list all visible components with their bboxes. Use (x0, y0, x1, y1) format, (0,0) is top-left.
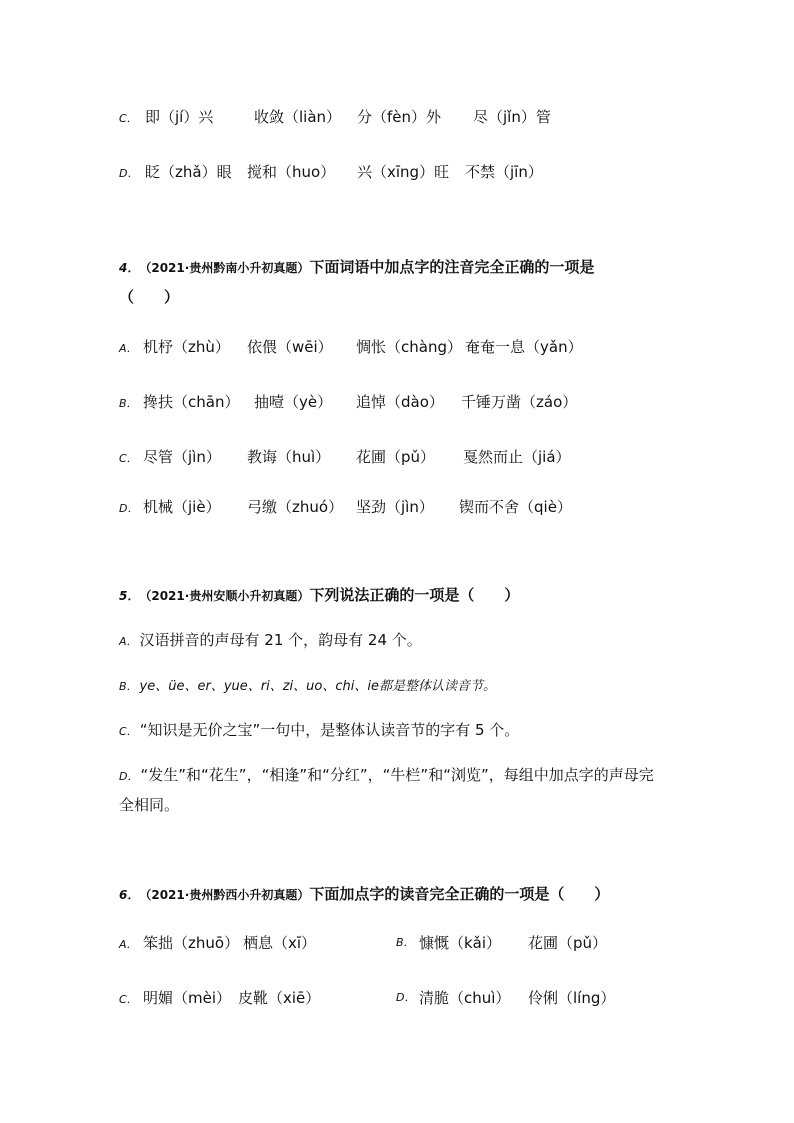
option-item: 依偎（wēi） (247, 338, 333, 356)
option-item: 栖息（xī） (243, 934, 317, 952)
option-label: A． (119, 635, 138, 648)
option-label: A． (119, 342, 138, 355)
option-text: “发生”和“花生”，“相逢”和“分红”，“牛栏”和“浏览”，每组中加点字的声母完 (140, 766, 654, 784)
option-item: 花圃（pǔ） (356, 448, 436, 466)
option-label: C． (119, 452, 138, 465)
option-item: 戛然而止（jiá） (463, 448, 571, 466)
q5-option-a (119, 629, 422, 653)
option-item: 即（jí）兴 (145, 108, 214, 126)
option-item: 锲而不舍（qiè） (459, 498, 572, 516)
option-item: 皮靴（xiē） (238, 989, 321, 1007)
option-label: D． (396, 991, 416, 1004)
option-label: D． (119, 770, 139, 783)
option-item: 分（fèn）外 (357, 108, 442, 126)
option-item: 千锤万凿（záo） (461, 393, 578, 411)
question-5-stem (119, 584, 519, 607)
q4-option-a (119, 336, 679, 358)
option-text: 全相同。 (119, 796, 180, 814)
question-4-stem (119, 256, 594, 279)
option-item: 伶俐（líng） (528, 989, 616, 1007)
option-label: D． (119, 502, 139, 515)
option-item: 慷慨（kǎi） (419, 934, 502, 952)
question-source: （2021·贵州黔南小升初真题） (145, 261, 310, 275)
option-label: C． (119, 993, 138, 1006)
option-label: B． (119, 397, 138, 410)
option-label: D． (119, 167, 139, 180)
option-item: 尽（jǐn）管 (473, 108, 551, 126)
question-number: 6． (119, 888, 140, 902)
option-item: 花圃（pǔ） (528, 934, 608, 952)
q3-option-c (119, 106, 679, 128)
option-item: 搅和（huo） (247, 163, 336, 181)
option-label: A． (119, 938, 138, 951)
q4-option-b (119, 391, 679, 413)
option-item: 坚劲（jìn） (356, 498, 434, 516)
option-item: 机杼（zhù） (143, 338, 230, 356)
question-6-stem (119, 883, 609, 906)
q5-option-c (119, 719, 519, 743)
q4-option-d (119, 496, 679, 518)
option-item: 惆怅（chàng） (356, 338, 462, 356)
option-item: 搀扶（chān） (143, 393, 240, 411)
question-source: （2021·贵州黔西小升初真题） (145, 888, 310, 902)
option-label: B． (396, 936, 415, 949)
q5-option-d-continued (119, 794, 179, 816)
option-label: C． (119, 112, 138, 125)
q6-options-row-2 (119, 987, 679, 1009)
option-item: 追悼（dào） (356, 393, 444, 411)
q4-option-c (119, 446, 679, 468)
question-source: （2021·贵州安顺小升初真题） (145, 589, 310, 603)
option-text: 汉语拼音的声母有 21 个，韵母有 24 个。 (139, 631, 422, 649)
option-item: 教诲（huì） (247, 448, 331, 466)
q6-options-row-1 (119, 932, 679, 954)
option-item: 尽管（jìn） (143, 448, 221, 466)
question-text: 下列说法正确的一项是（ ） (309, 586, 520, 604)
question-text: 下面词语中加点字的注音完全正确的一项是 (309, 258, 595, 276)
option-item: 兴（xīng）旺 (357, 163, 450, 181)
q5-option-d (119, 764, 654, 788)
option-text: ye、üe、er、yue、ri、zi、uo、chi、ie都是整体认读音节。 (139, 679, 496, 694)
option-item: 机械（jiè） (143, 498, 221, 516)
q3-option-d (119, 161, 679, 183)
option-item: 收敛（liàn） (254, 108, 342, 126)
option-label: B． (119, 680, 138, 693)
option-item: 弓缴（zhuó） (247, 498, 344, 516)
option-item: 清脆（chuì） (419, 989, 511, 1007)
question-number: 4． (119, 261, 140, 275)
q5-option-b (119, 674, 496, 698)
option-item: 眨（zhǎ）眼 (145, 163, 232, 181)
question-text: 下面加点字的读音完全正确的一项是（ ） (309, 885, 610, 903)
option-label: C． (119, 725, 138, 738)
option-item: 明媚（mèi） (143, 989, 232, 1007)
option-item: 笨拙（zhuō） (143, 934, 240, 952)
question-4-paren (119, 286, 179, 308)
option-text: “知识是无价之宝”一句中，是整体认读音节的字有 5 个。 (139, 721, 520, 739)
answer-blank: （ ） (119, 288, 180, 306)
option-item: 抽噎（yè） (254, 393, 333, 411)
question-number: 5． (119, 589, 140, 603)
option-item: 奄奄一息（yǎn） (465, 338, 583, 356)
option-item: 不禁（jīn） (465, 163, 543, 181)
